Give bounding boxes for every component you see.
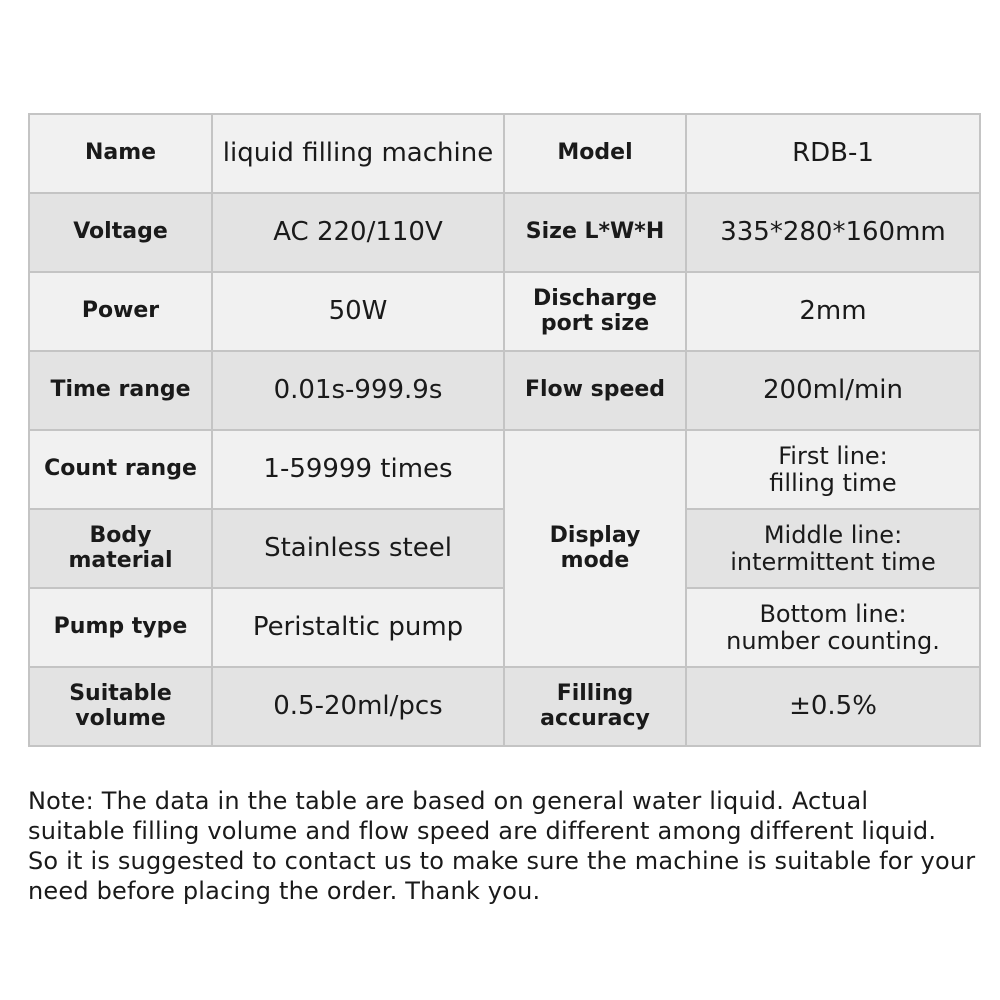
- value-line: filling time: [769, 468, 897, 497]
- value-line: First line:: [778, 442, 888, 471]
- label-body-material: Body material: [29, 509, 212, 588]
- label-display-mode: [504, 430, 686, 667]
- label-power: Power: [29, 272, 212, 351]
- label-line: mode: [560, 547, 630, 573]
- value-flow-speed: 200ml/min: [686, 351, 980, 430]
- spec-table: [28, 113, 981, 747]
- label-count-range: Count range: [29, 430, 212, 509]
- label-line: port size: [540, 310, 650, 336]
- label-line: Discharge: [533, 286, 657, 312]
- value-model: RDB-1: [686, 114, 980, 193]
- label-line: accuracy: [540, 705, 650, 731]
- value-pump-type: Peristaltic pump: [212, 588, 504, 667]
- table-row: [29, 114, 980, 193]
- table-row: [29, 351, 980, 430]
- table-row: [29, 272, 980, 351]
- label-line: Display: [549, 523, 641, 549]
- label-time-range: Time range: [29, 351, 212, 430]
- label-name: Name: [29, 114, 212, 193]
- value-size: 335*280*160mm: [686, 193, 980, 272]
- value-display-bottom-line: [686, 588, 980, 667]
- note-line: suitable filling volume and flow speed are different among different liquid.: [28, 817, 937, 845]
- table-row: [29, 193, 980, 272]
- note-line: Note: The data in the table are based on general water liquid. Actual: [28, 787, 869, 815]
- value-suitable-volume: 0.5-20ml/pcs: [212, 667, 504, 746]
- value-discharge-port-size: 2mm: [686, 272, 980, 351]
- table-row: [29, 430, 980, 509]
- value-line: number counting.: [726, 626, 940, 655]
- label-size: Size L*W*H: [504, 193, 686, 272]
- note-paragraph: [28, 786, 978, 906]
- label-model: Model: [504, 114, 686, 193]
- value-body-material: Stainless steel: [212, 509, 504, 588]
- value-voltage: AC 220/110V: [212, 193, 504, 272]
- label-pump-type: Pump type: [29, 588, 212, 667]
- note-line: So it is suggested to contact us to make sure the machine is suitable for your: [28, 847, 976, 875]
- label-line: Suitable: [69, 681, 172, 707]
- value-display-middle-line: [686, 509, 980, 588]
- label-flow-speed: Flow speed: [504, 351, 686, 430]
- label-line: Filling: [556, 681, 634, 707]
- value-name: liquid filling machine: [212, 114, 504, 193]
- value-line: Middle line:: [763, 521, 903, 550]
- label-line: volume: [75, 705, 166, 731]
- value-power: 50W: [212, 272, 504, 351]
- value-line: intermittent time: [730, 547, 936, 576]
- note-line: need before placing the order. Thank you.: [28, 877, 541, 905]
- label-voltage: Voltage: [29, 193, 212, 272]
- value-time-range: 0.01s-999.9s: [212, 351, 504, 430]
- value-line: Bottom line:: [759, 600, 907, 629]
- table-row: [29, 667, 980, 746]
- label-filling-accuracy: [504, 667, 686, 746]
- value-count-range: 1-59999 times: [212, 430, 504, 509]
- value-filling-accuracy: ±0.5%: [686, 667, 980, 746]
- label-discharge-port-size: [504, 272, 686, 351]
- value-display-first-line: [686, 430, 980, 509]
- label-suitable-volume: [29, 667, 212, 746]
